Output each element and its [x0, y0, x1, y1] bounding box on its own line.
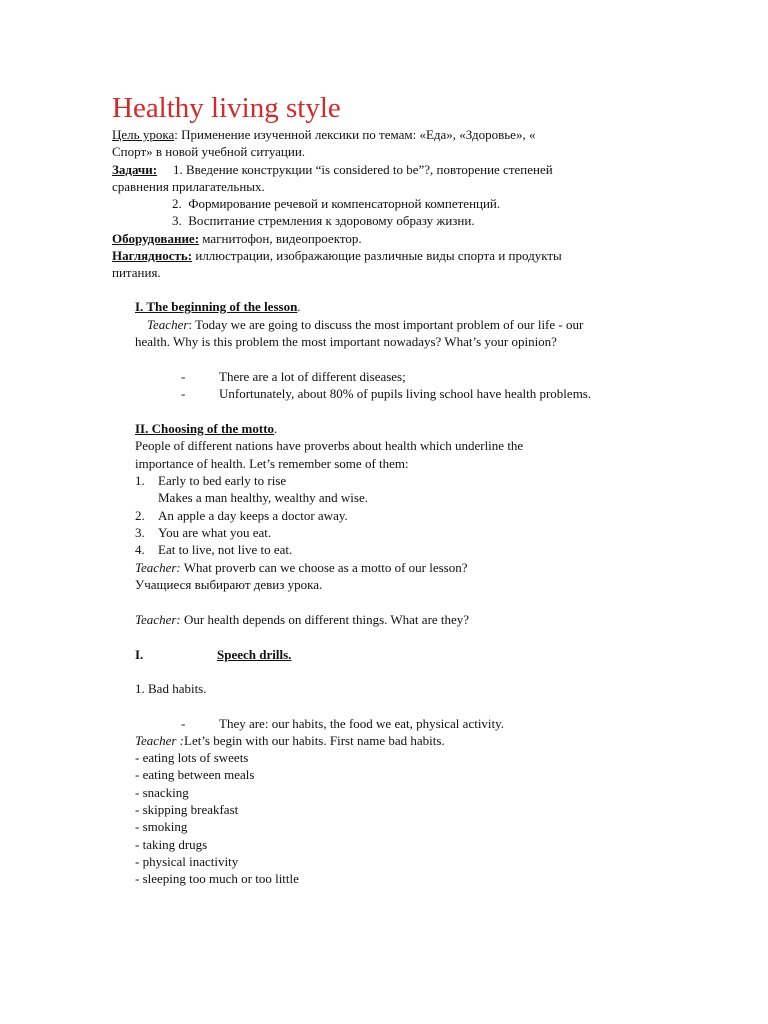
tasks-label: Задачи:	[112, 162, 158, 177]
bullet-text: Unfortunately, about 80% of pupils living school have health problems.	[219, 386, 592, 401]
visual-text: иллюстрации, изображающие различные виды спорта и продукты	[192, 248, 562, 263]
equipment-text: магнитофон, видеопроектор.	[199, 231, 362, 246]
equipment-label: Оборудование:	[112, 231, 200, 246]
goal-text: : Применение изученной лексики по темам: «Еда», «Здоровье», «	[174, 127, 536, 142]
goal-line	[112, 126, 535, 143]
section-3-teacher: Teacher :Let’s begin with our habits. First name bad habits.	[135, 733, 445, 748]
section-3-roman: I.	[135, 647, 144, 662]
section-2-teacher: Teacher: What proverb can we choose as a motto of our lesson?	[135, 560, 468, 575]
bullet-text: There are a lot of different diseases;	[219, 369, 406, 384]
goal-label: Цель урока	[112, 127, 175, 142]
section-2-intro-cont: importance of health. Let’s remember some of them:	[135, 456, 409, 471]
answer-text: They are: our habits, the food we eat, physical activity.	[219, 716, 505, 731]
proverb-text: Makes a man healthy, wealthy and wise.	[158, 490, 368, 505]
task-1-cont: сравнения прилагательных.	[112, 179, 265, 194]
students-note: Учащиеся выбирают девиз урока.	[135, 577, 323, 592]
visual-label: Наглядность:	[112, 248, 193, 263]
list-item: - skipping breakfast	[135, 802, 239, 817]
task-1: 1. Введение конструкции “is considered to be”?, повторение степеней	[173, 162, 553, 177]
proverb-num: 4.	[135, 542, 145, 557]
list-item: - sleeping too much or too little	[135, 871, 299, 886]
visual-line	[112, 247, 562, 264]
list-item: - snacking	[135, 785, 189, 800]
answer-dash: -	[181, 716, 186, 731]
visual-line-2: питания.	[112, 265, 161, 280]
section-1-teacher: Teacher: Today we are going to discuss the most important problem of our life - our	[147, 317, 584, 332]
section-1-teacher-cont: health. Why is this problem the most important nowadays? What’s your opinion?	[135, 334, 557, 349]
list-item: - eating lots of sweets	[135, 750, 249, 765]
tasks-line	[112, 161, 157, 178]
section-2-heading: II. Choosing of the motto.	[135, 421, 278, 436]
teacher-label: Teacher :	[135, 733, 184, 748]
section-2-teacher-2: Teacher: Our health depends on different things. What are they?	[135, 612, 470, 627]
list-item: - eating between meals	[135, 767, 255, 782]
section-1-heading: I. The beginning of the lesson.	[135, 299, 301, 314]
teacher-label: Teacher:	[135, 612, 181, 627]
proverb-text: Eat to live, not live to eat.	[158, 542, 293, 557]
list-item: - physical inactivity	[135, 854, 239, 869]
task-2: 2. Формирование речевой и компенсаторной компетенций.	[172, 196, 501, 211]
section-3-heading: Speech drills.	[217, 647, 292, 662]
teacher-label: Teacher:	[135, 560, 181, 575]
list-item: - smoking	[135, 819, 188, 834]
section-2-intro: People of different nations have proverbs about health which underline the	[135, 438, 524, 453]
list-item: - taking drugs	[135, 837, 208, 852]
proverb-text: You are what you eat.	[158, 525, 272, 540]
proverb-num: 1.	[135, 473, 145, 488]
equipment-line	[112, 230, 362, 247]
bullet-dash: -	[181, 369, 186, 384]
proverb-text: An apple a day keeps a doctor away.	[158, 508, 348, 523]
task-3: 3. Воспитание стремления к здоровому образу жизни.	[172, 213, 475, 228]
page-title: Healthy living style	[112, 92, 341, 124]
proverb-text: Early to bed early to rise	[158, 473, 287, 488]
proverb-num: 2.	[135, 508, 145, 523]
bullet-dash: -	[181, 386, 186, 401]
goal-line-2: Спорт» в новой учебной ситуации.	[112, 144, 306, 159]
teacher-label: Teacher	[147, 317, 189, 332]
section-3-subheading: 1. Bad habits.	[135, 681, 207, 696]
proverb-num: 3.	[135, 525, 145, 540]
